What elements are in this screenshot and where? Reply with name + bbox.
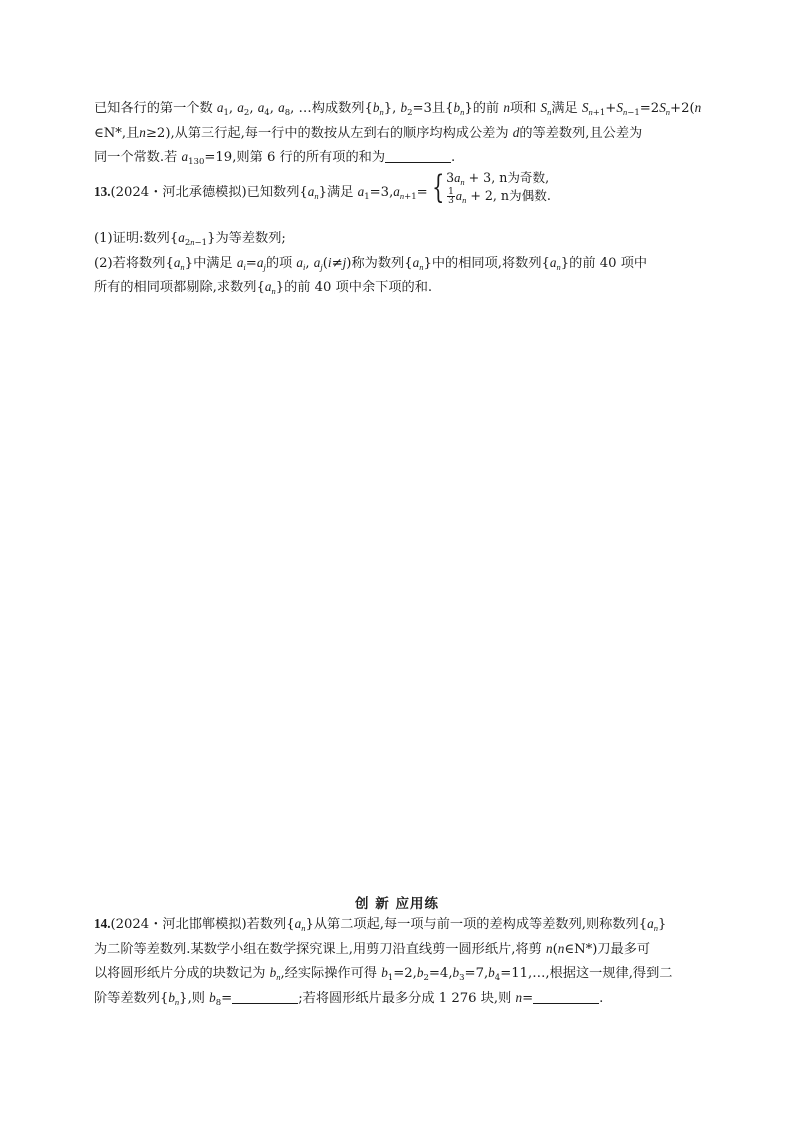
text: 的等差数列,且公差为 <box>519 125 643 141</box>
section-title: 创 新 应用练 <box>355 896 439 912</box>
text: ≥2),从第三行起,每一行中的数按从左到右的顺序均构成公差为 <box>145 125 509 141</box>
text: 中的相同项,将数列 <box>431 255 542 271</box>
text: 的前 40 项中 <box>569 255 648 271</box>
text: =11,…,根据这一规律,得到二 <box>500 966 673 981</box>
text: =2, <box>393 966 417 981</box>
text: 满足 <box>327 185 354 200</box>
text: , n为偶数. <box>492 187 551 203</box>
text: =3, <box>369 185 394 200</box>
text: 满足 <box>551 101 578 116</box>
text: (2)若将数列 <box>94 255 166 271</box>
text: 为等差数列; <box>215 231 286 246</box>
answer-blank-n[interactable] <box>533 989 599 1004</box>
continuation-text: 已知各行的第一个数 $a_1$, $a_2$, $a_4$, $a_8$, …构成数列$\{b_n\}$, $b_2=3$且$\{b_n\}$的前 n项和 $S_n$满足 $S_{n+1}+S_{n-1}=2S_n+2(n$ ∈N*,且n≥2),从第三行起,每一行中的数按从左到右的顺序均构成公差为 d的等差数列,且公差为 同一个常数.若 $a_{130}=19$,则第 6 行的所有项的和为 . <box>94 100 702 167</box>
problem-number: 13. <box>94 184 111 199</box>
text: 称为数列 <box>351 255 405 271</box>
problem-number: 14. <box>94 916 111 931</box>
text: 的前 <box>472 101 500 116</box>
text: =3且 <box>412 101 446 116</box>
text: 已知数列 <box>246 185 300 200</box>
text: ,经实际操作可得 <box>280 966 377 981</box>
text: =7, <box>464 966 489 981</box>
problem-source: (2024・河北承德模拟) <box>110 185 247 200</box>
text: =19,则第 6 行的所有项的和为 <box>204 150 386 165</box>
text: +2( <box>670 101 695 116</box>
text: 同一个常数.若 <box>94 150 178 165</box>
text: (1)证明:数列 <box>94 231 170 246</box>
text: 已知各行的第一个数 <box>94 101 213 116</box>
problem-source: (2024・河北邯郸模拟) <box>110 917 247 932</box>
piecewise-formula: { $3a_n + 3$, n为奇数, $\frac{1}{3}$ $a_n + 2$, n为偶数. <box>431 167 551 206</box>
text: =2 <box>639 101 660 116</box>
text: ,则 <box>187 990 205 1006</box>
text: ;若将圆形纸片最多分成 1 276 块,则 <box>298 990 512 1006</box>
text: 为二阶等差数列.某数学小组在数学探究课上,用剪刀沿直线剪一圆形纸片,将剪 <box>94 941 542 957</box>
text: 构成数列 <box>311 101 365 116</box>
text: = <box>221 990 233 1006</box>
text: 项和 <box>509 101 537 116</box>
text: 若数列 <box>246 917 287 932</box>
text: 从第二项起,每一项与前一项的差构成等差数列,则称数列 <box>313 917 639 932</box>
text: d <box>512 124 520 140</box>
problem-13: 13.(2024・河北承德模拟)已知数列$\{a_n\}$满足 $a_1=3,a_{n+1}=$ { $3a_n + 3$, n为奇数, $\frac{1}{3}$ $a_n + 2$, n为偶数. (1)证明:数列$\{a_{2n-1}\}$为等差数列; (2)若将数列$\{a_n\}$中满足 $a_i=a_j$的项 $a_i$, $a_j(i\ne j)$称为数列$\{a_n\}$中的相同项,将数列$\{a_n\}$的前 40 项中 所有的相同项都剔除,求数列$\{a_n\}$的前 40 项中余下项的和. <box>94 167 648 296</box>
text: 中满足 <box>193 255 233 271</box>
text: 所有的相同项都剔除,求数列 <box>94 280 257 295</box>
text: . <box>599 990 604 1006</box>
text: ( <box>552 941 558 957</box>
text: 以将圆形纸片分成的块数记为 <box>94 966 266 981</box>
problem-14: 14.(2024・河北邯郸模拟)若数列$\{a_n\}$从第二项起,每一项与前一项的差构成等差数列,则称数列$\{a_n\}$ 为二阶等差数列.某数学小组在数学探究课上,用剪刀沿直线剪一圆形纸片,将剪 n(n∈N*)刀最多可 以将圆形纸片分成的块数记为 $b_n$,经实际操作可得 $b_1=2,b_2=4,b_3=7,b_4=11,\dots$,根据这一规律,得到二 阶等差数列$\{b_n\}$,则 $b_8=$ ;若将圆形纸片最多分成 1 276 块,则 n= . <box>94 916 673 1008</box>
text: 的前 40 项中余下项的和. <box>284 280 433 295</box>
text: ∈N*)刀最多可 <box>564 941 651 957</box>
text: ∈N*,且 <box>94 125 140 141</box>
text: 阶等差数列 <box>94 990 160 1006</box>
answer-blank-b8[interactable] <box>232 989 298 1004</box>
text: , n为奇数, <box>491 169 550 185</box>
text: . <box>451 150 456 165</box>
text: 的项 <box>265 255 293 271</box>
text: n <box>503 100 510 115</box>
text: = <box>522 990 534 1006</box>
text: =4, <box>428 966 453 981</box>
answer-blank[interactable] <box>385 148 451 163</box>
